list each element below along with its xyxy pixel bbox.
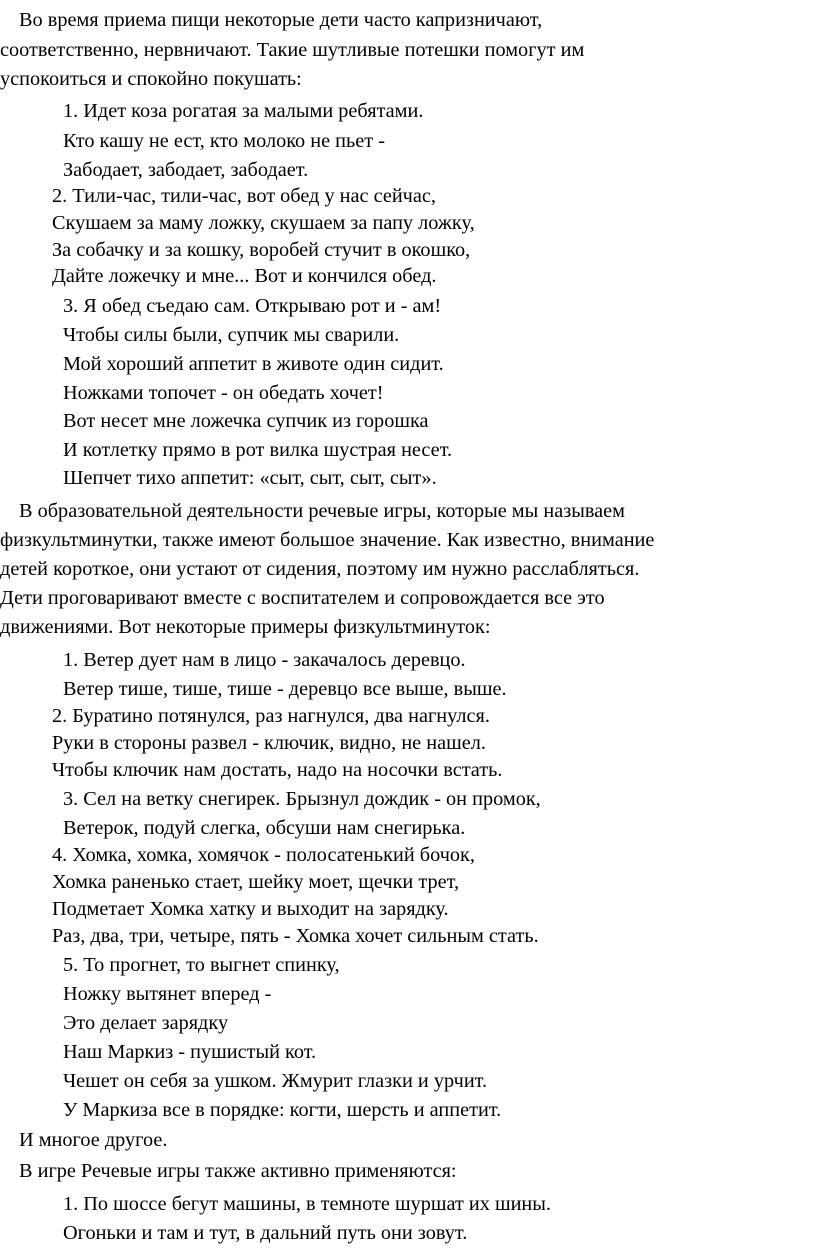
- verse-line: Забодает, забодает, забодает.: [63, 159, 309, 181]
- verse-line: Кто кашу не ест, кто молоко не пьет -: [63, 130, 385, 152]
- intro-paragraph-line: соответственно, нервничают. Такие шутливые потешки помогут им: [0, 39, 585, 61]
- body-paragraph-line: Дети проговаривают вместе с воспитателем и сопровождается все это: [0, 587, 605, 609]
- verse-line: Ножками топочет - он обедать хочет!: [63, 382, 384, 404]
- verse-line: Огоньки и там и тут, в дальний путь они зовут.: [63, 1222, 468, 1244]
- verse-line: Чешет он себя за ушком. Жмурит глазки и урчит.: [63, 1070, 488, 1092]
- verse-line: Ветер тише, тише, тише - деревцо все выше, выше.: [63, 678, 507, 700]
- verse-line: 5. То прогнет, то выгнет спинку,: [63, 954, 340, 976]
- verse-line: 4. Хомка, хомка, хомячок - полосатенький бочок,: [52, 844, 475, 866]
- verse-line: Раз, два, три, четыре, пять - Хомка хочет сильным стать.: [52, 925, 539, 947]
- intro-paragraph-line: успокоиться и спокойно покушать:: [0, 68, 302, 90]
- verse-line: Ножку вытянет вперед -: [63, 983, 272, 1005]
- verse-line: Чтобы силы были, супчик мы сварили.: [63, 324, 400, 346]
- verse-line: 1. Идет коза рогатая за малыми ребятами.: [63, 100, 424, 122]
- verse-line: Шепчет тихо аппетит: «сыт, сыт, сыт, сыт».: [63, 467, 437, 489]
- body-paragraph-line: И многое другое.: [19, 1129, 168, 1151]
- verse-line: 3. Я обед съедаю сам. Открываю рот и - ам!: [63, 295, 442, 317]
- body-paragraph-line: движениями. Вот некоторые примеры физкультминуток:: [0, 616, 491, 638]
- verse-line: 3. Сел на ветку снегирек. Брызнул дождик - он промок,: [63, 788, 541, 810]
- body-paragraph-line: физкультминутки, также имеют большое значение. Как известно, внимание: [0, 529, 655, 551]
- verse-line: Руки в стороны развел - ключик, видно, не нашел.: [52, 732, 486, 754]
- verse-line: 1. По шоссе бегут машины, в темноте шуршат их шины.: [63, 1193, 551, 1215]
- verse-line: Подметает Хомка хатку и выходит на зарядку.: [52, 898, 449, 920]
- verse-line: Мой хороший аппетит в животе один сидит.: [63, 353, 444, 375]
- verse-line: И котлетку прямо в рот вилка шустрая несет.: [63, 439, 453, 461]
- body-paragraph-line: В игре Речевые игры также активно применяются:: [19, 1160, 457, 1182]
- verse-line: Ветерок, подуй слегка, обсуши нам снегирька.: [63, 817, 466, 839]
- verse-line: 1. Ветер дует нам в лицо - закачалось деревцо.: [63, 649, 466, 671]
- body-paragraph-line: В образовательной деятельности речевые игры, которые мы называем: [19, 500, 625, 522]
- verse-line: У Маркиза все в порядке: когти, шерсть и аппетит.: [63, 1099, 502, 1121]
- verse-line: Хомка раненько стает, шейку моет, щечки трет,: [52, 871, 460, 893]
- verse-line: 2. Буратино потянулся, раз нагнулся, два нагнулся.: [52, 705, 490, 727]
- body-paragraph-line: детей короткое, они устают от сидения, поэтому им нужно расслабляться.: [0, 558, 640, 580]
- verse-line: Скушаем за маму ложку, скушаем за папу ложку,: [52, 212, 475, 234]
- verse-line: Чтобы ключик нам достать, надо на носочки встать.: [52, 759, 503, 781]
- verse-line: Вот несет мне ложечка супчик из горошка: [63, 410, 429, 432]
- verse-line: Это делает зарядку: [63, 1012, 229, 1034]
- intro-paragraph-line: Во время приема пищи некоторые дети часто капризничают,: [19, 9, 543, 31]
- verse-line: 2. Тили-час, тили-час, вот обед у нас сейчас,: [52, 185, 436, 207]
- verse-line: Наш Маркиз - пушистый кот.: [63, 1041, 317, 1063]
- verse-line: Дайте ложечку и мне... Вот и кончился обед.: [52, 265, 437, 287]
- verse-line: За собачку и за кошку, воробей стучит в окошко,: [52, 239, 471, 261]
